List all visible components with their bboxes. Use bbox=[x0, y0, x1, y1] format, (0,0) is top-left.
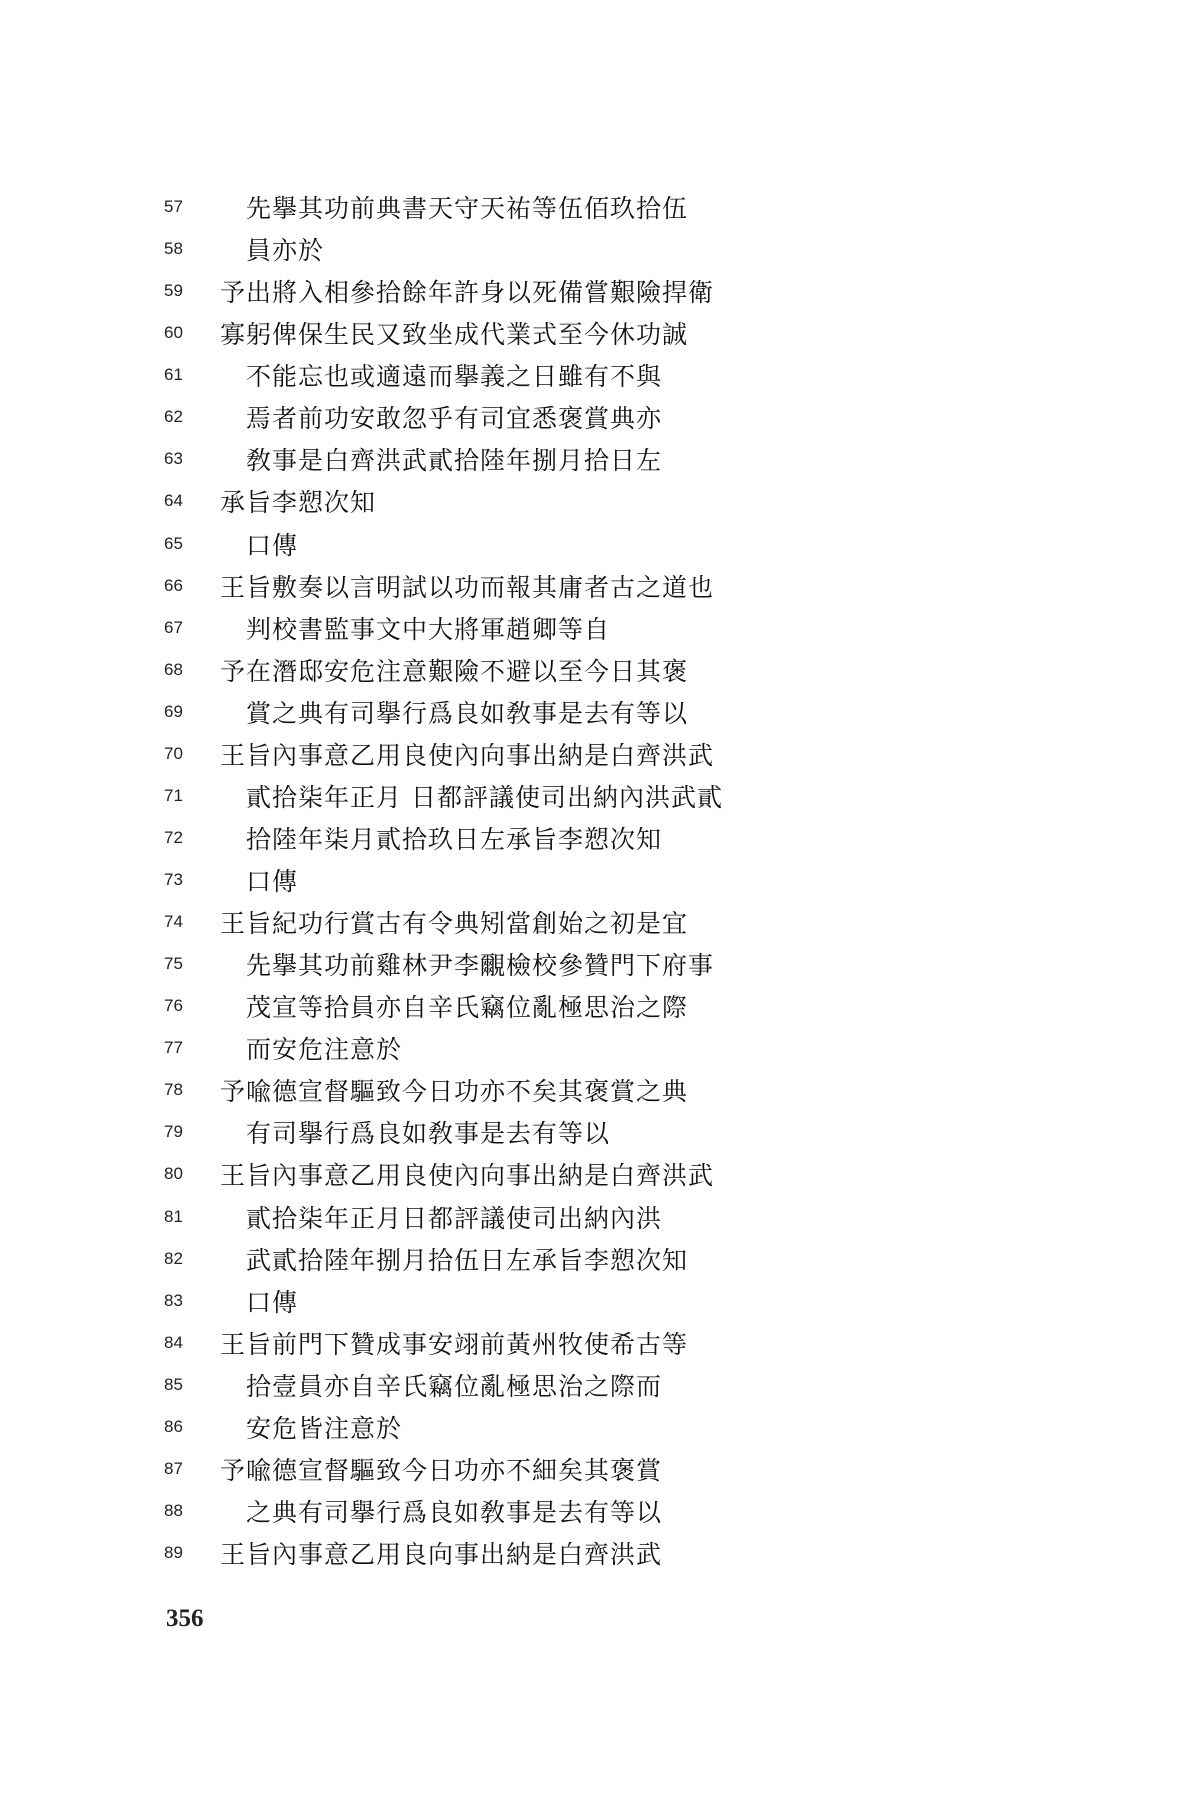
line-number: 81 bbox=[164, 1206, 183, 1226]
line-number: 64 bbox=[164, 491, 183, 511]
line-text: 武貳拾陸年捌月拾伍日左承旨李愬次知 bbox=[246, 1245, 689, 1275]
line-text: 王旨內事意乙用良使內向事出納是白齊洪武 bbox=[220, 1161, 715, 1191]
line-text: 口傳 bbox=[246, 867, 299, 897]
line-text: 先擧其功前雞林尹李覼檢校參贊門下府事 bbox=[246, 951, 715, 981]
text-line bbox=[164, 859, 1064, 901]
line-text: 王旨紀功行賞古有令典矧當創始之初是宜 bbox=[220, 909, 689, 939]
text-line bbox=[164, 691, 1064, 733]
line-text: 拾陸年柒月貳拾玖日左承旨李愬次知 bbox=[246, 824, 663, 854]
text-line bbox=[164, 1406, 1064, 1448]
text-line bbox=[164, 228, 1064, 270]
line-number: 80 bbox=[164, 1164, 183, 1184]
line-text: 不能忘也或適遠而擧義之日雖有不與 bbox=[246, 362, 663, 392]
page-number: 356 bbox=[166, 1605, 204, 1632]
line-number: 65 bbox=[164, 533, 183, 553]
line-number: 72 bbox=[164, 827, 183, 847]
line-number: 69 bbox=[164, 701, 183, 721]
line-text: 茂宣等拾員亦自辛氏竊位亂極思治之際 bbox=[246, 993, 689, 1023]
line-number: 63 bbox=[164, 449, 183, 469]
line-number: 70 bbox=[164, 743, 183, 763]
line-number: 76 bbox=[164, 996, 183, 1016]
text-line bbox=[164, 1322, 1064, 1364]
line-text: 王旨前門下贊成事安翊前黃州牧使希古等 bbox=[220, 1329, 689, 1359]
line-text: 拾壹員亦自辛氏竊位亂極思治之際而 bbox=[246, 1371, 663, 1401]
text-line bbox=[164, 480, 1064, 522]
text-line bbox=[164, 1280, 1064, 1322]
line-number: 84 bbox=[164, 1332, 183, 1352]
text-line bbox=[164, 1490, 1064, 1532]
text-line bbox=[164, 1448, 1064, 1490]
line-number: 61 bbox=[164, 365, 183, 385]
text-line bbox=[164, 901, 1064, 943]
line-text: 承旨李愬次知 bbox=[220, 488, 377, 518]
document-lines bbox=[164, 186, 1064, 1574]
text-line bbox=[164, 1364, 1064, 1406]
line-number: 60 bbox=[164, 323, 183, 343]
text-line bbox=[164, 1027, 1064, 1069]
line-number: 89 bbox=[164, 1543, 183, 1563]
text-line bbox=[164, 565, 1064, 607]
text-line bbox=[164, 775, 1064, 817]
line-number: 83 bbox=[164, 1290, 183, 1310]
line-number: 66 bbox=[164, 575, 183, 595]
line-number: 77 bbox=[164, 1038, 183, 1058]
line-text: 之典有司擧行爲良如敎事是去有等以 bbox=[246, 1497, 663, 1527]
line-text: 寡躬俾保生民又致坐成代業式至今休功誠 bbox=[220, 320, 689, 350]
line-number: 58 bbox=[164, 239, 183, 259]
line-number: 85 bbox=[164, 1374, 183, 1394]
text-line bbox=[164, 186, 1064, 228]
text-line bbox=[164, 1532, 1064, 1574]
line-text: 予出將入相參拾餘年許身以死備嘗艱險捍衛 bbox=[220, 278, 715, 308]
line-text: 王旨內事意乙用良使內向事出納是白齊洪武 bbox=[220, 740, 715, 770]
line-number: 71 bbox=[164, 785, 183, 805]
text-line bbox=[164, 1238, 1064, 1280]
text-line bbox=[164, 1153, 1064, 1195]
text-line bbox=[164, 943, 1064, 985]
text-line bbox=[164, 523, 1064, 565]
line-number: 67 bbox=[164, 617, 183, 637]
line-number: 82 bbox=[164, 1248, 183, 1268]
text-line bbox=[164, 1111, 1064, 1153]
line-number: 78 bbox=[164, 1080, 183, 1100]
line-text: 賞之典有司擧行爲良如敎事是去有等以 bbox=[246, 698, 689, 728]
text-line bbox=[164, 649, 1064, 691]
text-line bbox=[164, 607, 1064, 649]
line-text: 口傳 bbox=[246, 530, 299, 560]
text-line bbox=[164, 396, 1064, 438]
line-text: 員亦於 bbox=[246, 236, 325, 266]
line-number: 79 bbox=[164, 1122, 183, 1142]
line-text: 予喩德宣督驅致今日功亦不矣其褒賞之典 bbox=[220, 1077, 689, 1107]
line-text: 安危皆注意於 bbox=[246, 1413, 403, 1443]
line-number: 74 bbox=[164, 912, 183, 932]
text-line bbox=[164, 1196, 1064, 1238]
line-text: 貳拾柒年正月 日都評議使司出納內洪武貳 bbox=[246, 782, 723, 812]
text-line bbox=[164, 733, 1064, 775]
line-text: 焉者前功安敢忽乎有司宜悉褒賞典亦 bbox=[246, 404, 663, 434]
text-line bbox=[164, 1069, 1064, 1111]
text-line bbox=[164, 817, 1064, 859]
line-text: 王旨內事意乙用良向事出納是白齊洪武 bbox=[220, 1540, 663, 1570]
line-number: 62 bbox=[164, 407, 183, 427]
line-text: 而安危注意於 bbox=[246, 1035, 403, 1065]
line-number: 75 bbox=[164, 954, 183, 974]
text-line bbox=[164, 270, 1064, 312]
line-text: 口傳 bbox=[246, 1287, 299, 1317]
line-number: 86 bbox=[164, 1416, 183, 1436]
line-number: 68 bbox=[164, 659, 183, 679]
text-line bbox=[164, 312, 1064, 354]
line-number: 57 bbox=[164, 197, 183, 217]
line-text: 王旨敷奏以言明試以功而報其庸者古之道也 bbox=[220, 572, 715, 602]
line-text: 先擧其功前典書天守天祐等伍佰玖拾伍 bbox=[246, 194, 689, 224]
line-number: 87 bbox=[164, 1458, 183, 1478]
line-text: 予喩德宣督驅致今日功亦不細矣其褒賞 bbox=[220, 1455, 663, 1485]
line-text: 予在潛邸安危注意艱險不避以至今日其褒 bbox=[220, 656, 689, 686]
line-text: 有司擧行爲良如敎事是去有等以 bbox=[246, 1119, 611, 1149]
text-line bbox=[164, 438, 1064, 480]
line-text: 判校書監事文中大將軍趙卿等自 bbox=[246, 614, 611, 644]
line-text: 敎事是白齊洪武貳拾陸年捌月拾日左 bbox=[246, 446, 663, 476]
line-number: 73 bbox=[164, 870, 183, 890]
line-number: 88 bbox=[164, 1500, 183, 1520]
text-line bbox=[164, 985, 1064, 1027]
line-text: 貳拾柒年正月日都評議使司出納內洪 bbox=[246, 1203, 663, 1233]
text-line bbox=[164, 354, 1064, 396]
line-number: 59 bbox=[164, 281, 183, 301]
